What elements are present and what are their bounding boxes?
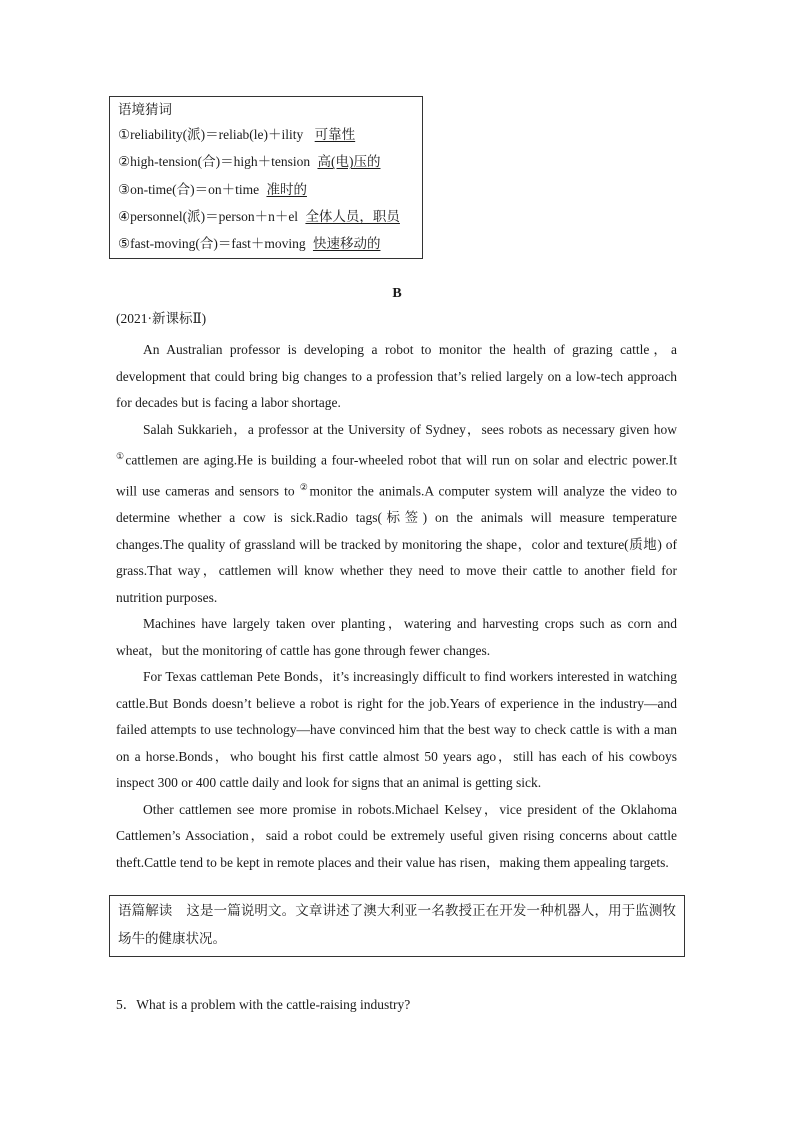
vocabulary-word: ②high-tension(合)＝high＋tension: [118, 154, 311, 170]
vocabulary-item: [118, 203, 422, 230]
paragraph: An Australian professor is developing a robot to monitor the health of grazing cattle，a development that could bring big changes to a profession that’s relied largely on a low-tech approach for decades but is facing a labor shortage.: [116, 342, 677, 410]
vocabulary-item: [118, 230, 422, 257]
paragraph-text: monitor the animals.A computer system will analyze the video to determine whether a cow is sick.Radio tags(标签) on the animals will measure temperature changes.The quality of grassland will be tracked by monitoring the shape，color and texture(质地) of grass.That way，cattlemen will know whether they need to move their cattle to another field for nutrition purposes.: [116, 483, 677, 605]
vocabulary-meaning: 快速移动的: [312, 236, 381, 252]
reading-passage: [116, 337, 677, 876]
vocabulary-word: ⑤fast-moving(合)＝fast＋moving: [118, 236, 306, 252]
passage-source: (2021·新课标Ⅱ): [116, 311, 207, 326]
paragraph: [116, 417, 677, 612]
summary-text: 这是一篇说明文。文章讲述了澳大利亚一名教授正在开发一种机器人，用于监测牧场牛的健康状况。: [118, 903, 677, 946]
vocabulary-title: 语境猜词: [118, 102, 172, 117]
annotation-marker: ①: [116, 451, 126, 461]
annotation-marker: ②: [299, 482, 310, 492]
section-heading: B: [392, 286, 402, 301]
paragraph: Machines have largely taken over planting，watering and harvesting crops such as corn and wheat，but the monitoring of cattle has gone through fewer changes.: [116, 616, 677, 658]
vocabulary-item: [118, 148, 422, 175]
vocabulary-box: [109, 96, 423, 259]
paragraph: Other cattlemen see more promise in robots.Michael Kelsey，vice president of the Oklahoma Cattlemen’s Association，said a robot could be extremely useful given rising concerns about cattle theft.Cattle tend to be kept in remote places and their value has risen，making them appealing targets.: [116, 801, 677, 870]
summary-label: 语篇解读: [118, 903, 173, 918]
question-5: 5．What is a problem with the cattle-raising industry?: [116, 997, 411, 1012]
vocabulary-meaning: 可靠性: [314, 127, 356, 142]
vocabulary-word: ③on-time(合)＝on＋time: [118, 181, 260, 197]
passage-summary-box: [109, 895, 685, 957]
paragraph-text: cattlemen are aging.He is building a four-wheeled robot that will run on solar and electric power.It will use cameras and sensors to: [116, 452, 677, 499]
vocabulary-word: ④personnel(派)＝person＋n＋el: [118, 208, 299, 224]
paragraph-text: Salah Sukkarieh，a professor at the University of Sydney，sees robots as necessary given how: [143, 421, 677, 437]
vocabulary-word: ①reliability(派)＝reliab(le)＋ility: [118, 127, 304, 142]
paragraph: For Texas cattleman Pete Bonds，it’s increasingly difficult to find workers interested in watching cattle.But Bonds doesn’t believe a robot is right for the job.Years of experience in the industry—and failed attempts to use technology—have convinced him that the best way to check cattle is with a man on a horse.Bonds，who bought his first cattle almost 50 years ago，still has each of his cowboys inspect 300 or 400 cattle daily and look for signs that an animal is getting sick.: [116, 669, 677, 790]
vocabulary-item: [118, 176, 422, 203]
vocabulary-item: [118, 121, 422, 148]
vocabulary-meaning: 准时的: [266, 181, 307, 197]
vocabulary-meaning: 全体人员，职员: [305, 208, 400, 224]
vocabulary-meaning: 高(电)压的: [317, 154, 381, 170]
